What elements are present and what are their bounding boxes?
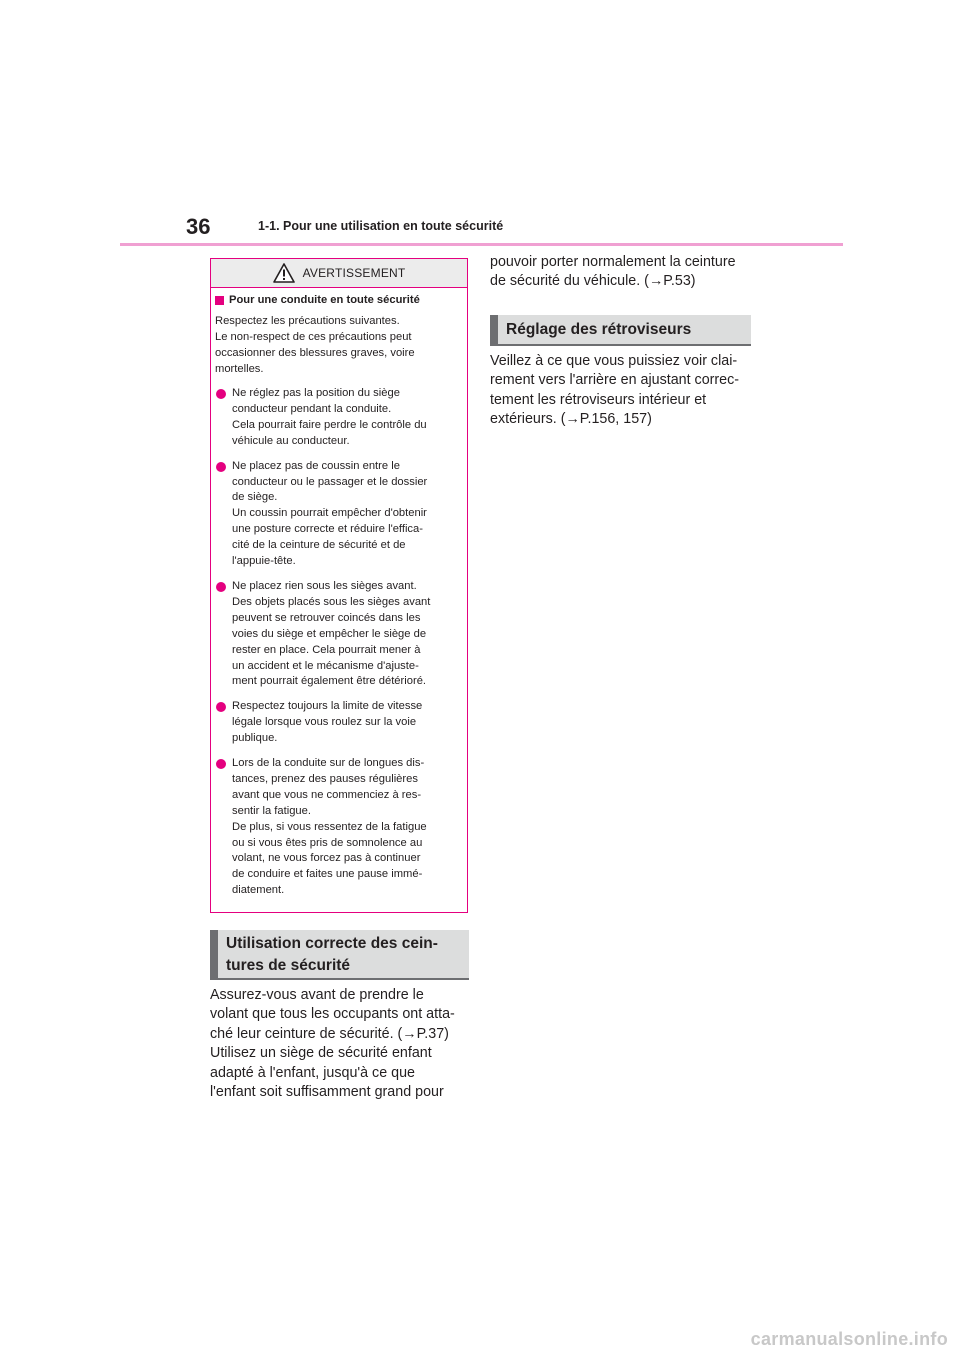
warning-header — [211, 259, 467, 288]
circle-bullet-icon — [216, 582, 226, 592]
warning-section-title-text: Pour une conduite en toute sécurité — [229, 294, 420, 306]
bullet-line: un accident et le mécanisme d'ajuste- — [232, 659, 419, 672]
intro-line: occasionner des blessures graves, voire — [215, 347, 415, 359]
bullet-line: Ne placez pas de coussin entre le — [232, 459, 400, 472]
mirror-body — [490, 352, 755, 430]
bullet-line: Ne placez rien sous les sièges avant. — [232, 579, 417, 592]
bullet-line: rester en place. Cela pourrait mener à — [232, 643, 421, 656]
bullet-line: Cela pourrait faire perdre le contrôle du — [232, 418, 427, 431]
warning-bullet — [215, 459, 458, 570]
bullet-line: Lors de la conduite sur de longues dis- — [232, 757, 425, 770]
body-line: extérieurs. (→P.156, 157) — [490, 411, 652, 428]
warning-box — [210, 258, 468, 913]
bullet-line: peuvent se retrouver coincés dans les — [232, 611, 421, 624]
body-line: Utilisez un siège de sécurité enfant — [210, 1045, 432, 1062]
warning-bullet — [215, 386, 458, 450]
circle-bullet-icon — [216, 759, 226, 769]
warning-body — [211, 288, 467, 899]
bullet-line: diatement. — [232, 884, 285, 897]
bullet-line: De plus, si vous ressentez de la fatigue — [232, 820, 427, 833]
seatbelt-body-continued — [490, 253, 755, 292]
body-line: Veillez à ce que vous puissiez voir clai- — [490, 353, 738, 369]
bullet-line: Des objets placés sous les sièges avant — [232, 595, 431, 608]
body-line: de sécurité du véhicule. (→P.53) — [490, 273, 696, 290]
bullet-line: sentir la fatigue. — [232, 804, 311, 817]
bullet-line: Un coussin pourrait empêcher d'obtenir — [232, 507, 427, 520]
intro-line: Le non-respect de ces précautions peut — [215, 331, 412, 343]
page-number: 36 — [186, 214, 211, 239]
bullet-line: Respectez toujours la limite de vitesse — [232, 700, 423, 713]
header-rule — [120, 243, 843, 246]
bullet-line: publique. — [232, 732, 278, 745]
square-bullet-icon — [215, 296, 224, 305]
bullet-line: cité de la ceinture de sécurité et de — [232, 539, 406, 552]
bullet-line: voies du siège et empêcher le siège de — [232, 627, 427, 640]
warning-title: AVERTISSEMENT — [302, 266, 406, 280]
mirror-section-title: Réglage des rétroviseurs — [490, 315, 751, 346]
bullet-line: de siège. — [232, 491, 278, 504]
body-line: rement vers l'arrière en ajustant correc- — [490, 372, 740, 389]
body-line: Assurez-vous avant de prendre le — [210, 987, 424, 1003]
bullet-line: de conduire et faites une pause immé- — [232, 868, 423, 881]
seatbelt-body — [210, 986, 472, 1102]
bullet-line: l'appuie-tête. — [232, 555, 296, 568]
body-line: adapté à l'enfant, jusqu'à ce que — [210, 1064, 415, 1081]
warning-bullet — [215, 579, 458, 690]
body-line: tement les rétroviseurs intérieur et — [490, 391, 707, 408]
bullet-line: Ne réglez pas la position du siège — [232, 387, 400, 399]
watermark: carmanualsonline.info — [750, 1329, 948, 1349]
intro-line: mortelles. — [215, 363, 264, 375]
warning-triangle-icon — [273, 263, 295, 283]
bullet-line: volant, ne vous forcez pas à continuer — [232, 852, 421, 865]
bullet-line: véhicule au conducteur. — [232, 434, 350, 447]
bullet-line: tances, prenez des pauses régulières — [232, 772, 418, 785]
seatbelt-title-line: tures de sécurité — [226, 957, 351, 974]
circle-bullet-icon — [216, 462, 226, 472]
intro-line: Respectez les précautions suivantes. — [215, 315, 400, 327]
body-line: ché leur ceinture de sécurité. (→P.37) — [210, 1025, 449, 1042]
body-line: l'enfant soit suffisamment grand pour — [210, 1084, 444, 1101]
warning-bullet — [215, 756, 458, 899]
bullet-line: une posture correcte et réduire l'effica- — [232, 523, 423, 536]
warning-intro — [215, 313, 458, 377]
bullet-line: conducteur pendant la conduite. — [232, 402, 392, 415]
warning-bullet — [215, 699, 458, 747]
bullet-line: avant que vous ne commenciez à res- — [232, 788, 422, 801]
bullet-line: ment pourrait également être détérioré. — [232, 675, 427, 688]
circle-bullet-icon — [216, 389, 226, 399]
circle-bullet-icon — [216, 702, 226, 712]
bullet-line: légale lorsque vous roulez sur la voie — [232, 716, 417, 729]
bullet-line: conducteur ou le passager et le dossier — [232, 475, 428, 488]
seatbelt-title-line: Utilisation correcte des cein- — [226, 935, 438, 952]
bullet-line: ou si vous êtes pris de somnolence au — [232, 836, 423, 849]
chapter-title: 1-1. Pour une utilisation en toute sécurité — [258, 219, 504, 233]
seatbelt-section-title — [210, 930, 469, 980]
body-line: volant que tous les occupants ont atta- — [210, 1006, 455, 1023]
warning-section-title — [215, 294, 458, 306]
body-line: pouvoir porter normalement la ceinture — [490, 254, 736, 270]
